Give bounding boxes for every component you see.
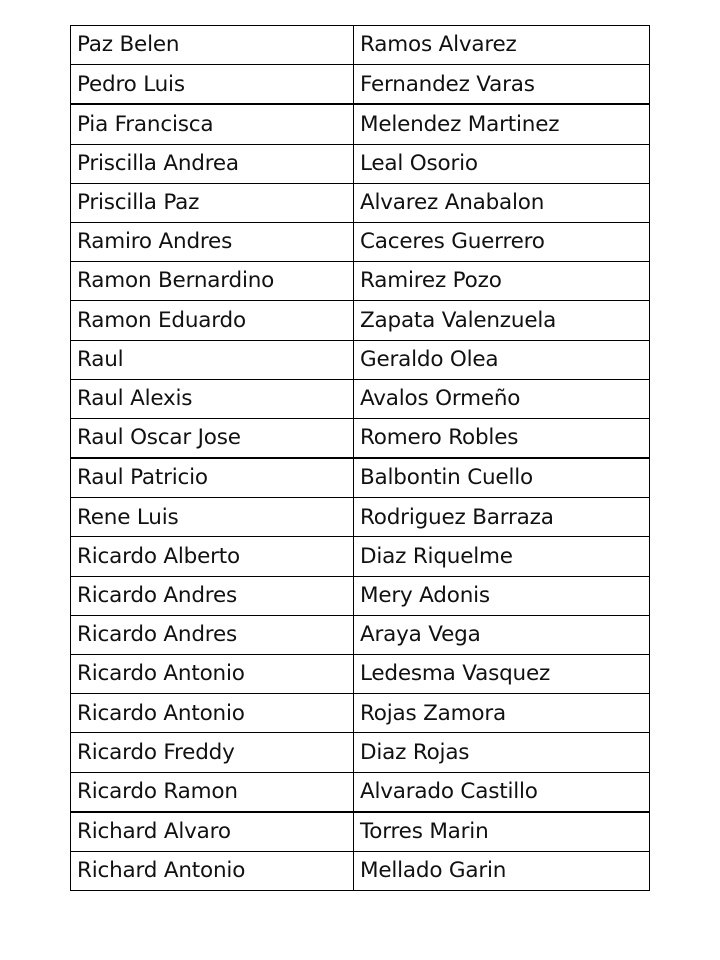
table-row — [71, 104, 650, 144]
last-names-cell: Avalos Ormeño — [354, 379, 650, 418]
last-names-cell: Mery Adonis — [354, 576, 650, 615]
last-names-cell: Araya Vega — [354, 615, 650, 654]
first-names-cell: Pia Francisca — [71, 104, 354, 144]
last-names-cell: Caceres Guerrero — [354, 222, 650, 261]
table-row — [71, 144, 650, 183]
last-names-cell: Ramirez Pozo — [354, 262, 650, 301]
table-row — [71, 851, 650, 890]
first-names-cell: Ramon Eduardo — [71, 301, 354, 340]
table-row — [71, 576, 650, 615]
table-row — [71, 537, 650, 576]
last-names-cell: Diaz Rojas — [354, 733, 650, 772]
table-row — [71, 615, 650, 654]
last-names-cell: Alvarez Anabalon — [354, 183, 650, 222]
table-row — [71, 65, 650, 105]
first-names-cell: Ramiro Andres — [71, 222, 354, 261]
last-names-cell: Alvarado Castillo — [354, 772, 650, 812]
first-names-cell: Richard Antonio — [71, 851, 354, 890]
first-names-cell: Richard Alvaro — [71, 812, 354, 852]
table-row — [71, 222, 650, 261]
table-row — [71, 655, 650, 694]
first-names-cell: Ricardo Alberto — [71, 537, 354, 576]
last-names-cell: Geraldo Olea — [354, 340, 650, 379]
last-names-cell: Melendez Martinez — [354, 104, 650, 144]
last-names-cell: Romero Robles — [354, 418, 650, 458]
last-names-cell: Ramos Alvarez — [354, 26, 650, 65]
table-row — [71, 772, 650, 812]
table-row — [71, 694, 650, 733]
first-names-cell: Raul Patricio — [71, 458, 354, 498]
last-names-cell: Diaz Riquelme — [354, 537, 650, 576]
first-names-cell: Ricardo Antonio — [71, 694, 354, 733]
first-names-cell: Ricardo Freddy — [71, 733, 354, 772]
names-table-body — [71, 26, 650, 891]
first-names-cell: Ramon Bernardino — [71, 262, 354, 301]
table-row — [71, 812, 650, 852]
names-table — [70, 25, 650, 891]
last-names-cell: Balbontin Cuello — [354, 458, 650, 498]
first-names-cell: Pedro Luis — [71, 65, 354, 105]
last-names-cell: Ledesma Vasquez — [354, 655, 650, 694]
first-names-cell: Ricardo Ramon — [71, 772, 354, 812]
last-names-cell: Mellado Garin — [354, 851, 650, 890]
table-row — [71, 418, 650, 458]
first-names-cell: Paz Belen — [71, 26, 354, 65]
last-names-cell: Rodriguez Barraza — [354, 498, 650, 537]
first-names-cell: Rene Luis — [71, 498, 354, 537]
first-names-cell: Raul — [71, 340, 354, 379]
table-row — [71, 26, 650, 65]
table-row — [71, 262, 650, 301]
last-names-cell: Leal Osorio — [354, 144, 650, 183]
table-row — [71, 733, 650, 772]
last-names-cell: Fernandez Varas — [354, 65, 650, 105]
table-row — [71, 301, 650, 340]
table-row — [71, 458, 650, 498]
last-names-cell: Torres Marin — [354, 812, 650, 852]
first-names-cell: Ricardo Andres — [71, 615, 354, 654]
first-names-cell: Priscilla Paz — [71, 183, 354, 222]
last-names-cell: Zapata Valenzuela — [354, 301, 650, 340]
table-row — [71, 498, 650, 537]
first-names-cell: Raul Alexis — [71, 379, 354, 418]
first-names-cell: Ricardo Antonio — [71, 655, 354, 694]
table-row — [71, 379, 650, 418]
first-names-cell: Raul Oscar Jose — [71, 418, 354, 458]
table-row — [71, 183, 650, 222]
first-names-cell: Priscilla Andrea — [71, 144, 354, 183]
first-names-cell: Ricardo Andres — [71, 576, 354, 615]
last-names-cell: Rojas Zamora — [354, 694, 650, 733]
table-row — [71, 340, 650, 379]
